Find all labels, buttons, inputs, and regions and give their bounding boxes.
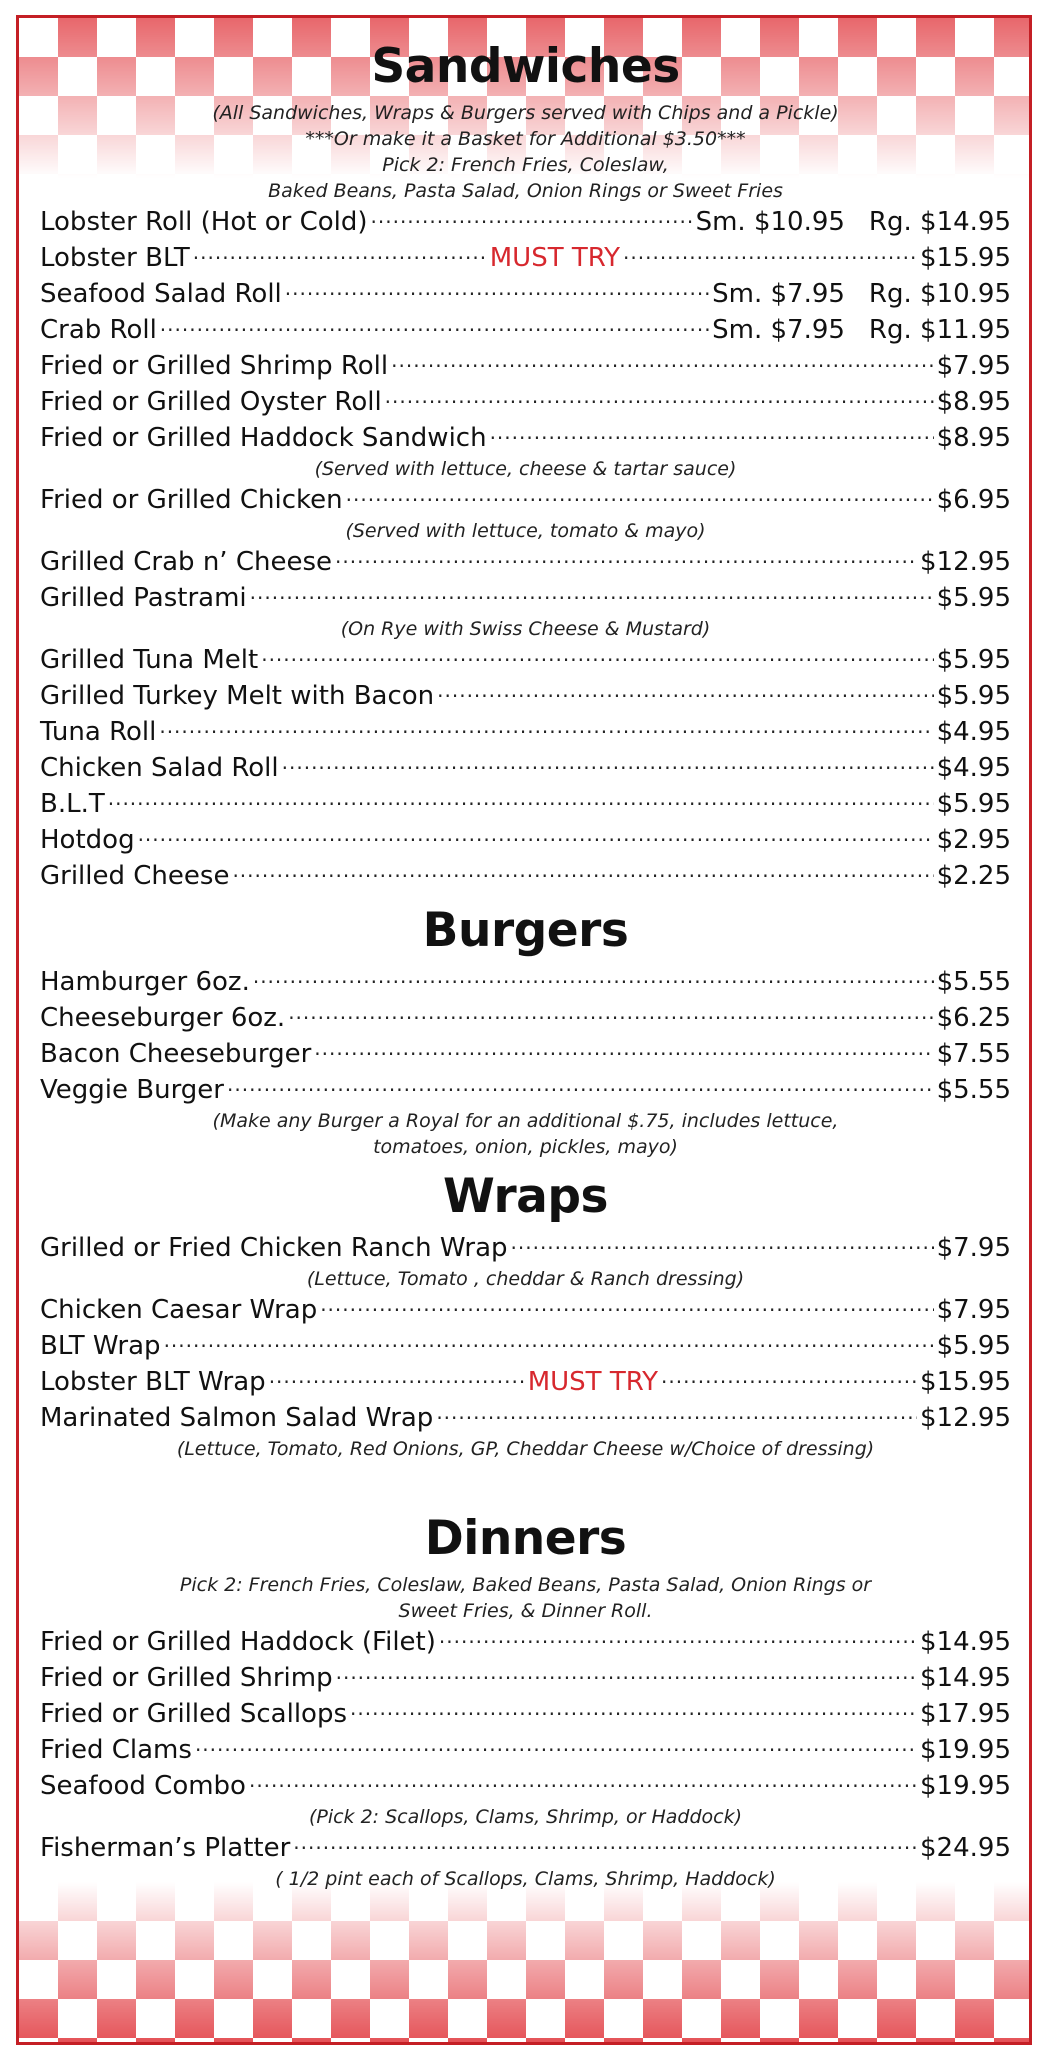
item-name: Fried or Grilled Scallops xyxy=(40,1699,348,1729)
item-name: BLT Wrap xyxy=(40,1331,161,1361)
section-title-dinners: Dinners xyxy=(424,1511,627,1566)
section-title-sandwiches: Sandwiches xyxy=(371,39,680,94)
item-note: (Pick 2: Scallops, Clams, Shrimp, or Haddock) xyxy=(308,1806,743,1828)
item-name: Grilled Turkey Melt with Bacon xyxy=(40,681,435,711)
menu-item xyxy=(40,964,1011,1000)
menu-item xyxy=(40,750,1011,786)
item-name: Lobster Roll (Hot or Cold) xyxy=(40,207,368,237)
item-price: $5.95 xyxy=(936,645,1011,675)
dot-leader xyxy=(232,858,933,884)
item-price: Rg. $10.95 xyxy=(868,279,1011,309)
menu-item xyxy=(40,240,1011,276)
item-price: $15.95 xyxy=(920,243,1011,273)
dot-leader xyxy=(490,420,934,446)
menu-item xyxy=(40,1660,1011,1696)
must-try-label: MUST TRY xyxy=(527,1367,658,1397)
item-price: $7.95 xyxy=(936,351,1011,381)
item-name: Grilled Cheese xyxy=(40,861,230,891)
menu-item xyxy=(40,544,1011,580)
item-small-price: Sm. $10.95 xyxy=(695,207,845,237)
item-note: (Served with lettuce, tomato & mayo) xyxy=(345,520,706,542)
menu-item xyxy=(40,204,1011,240)
item-price: $5.95 xyxy=(936,583,1011,613)
item-name: Lobster BLT xyxy=(40,243,190,273)
section-note: ***Or make it a Basket for Additional $3.50*** xyxy=(305,128,746,150)
item-name: Grilled Crab n’ Cheese xyxy=(40,547,332,577)
menu-item xyxy=(40,1732,1011,1768)
dot-leader xyxy=(623,240,917,266)
menu-page xyxy=(16,15,1032,2045)
item-name: Grilled or Fried Chicken Ranch Wrap xyxy=(40,1233,508,1263)
dot-leader xyxy=(159,714,933,740)
dot-leader xyxy=(314,1036,933,1062)
section-title-wraps: Wraps xyxy=(442,1169,609,1224)
dot-leader xyxy=(350,1696,917,1722)
item-name: Grilled Pastrami xyxy=(40,583,247,613)
dot-leader xyxy=(371,204,693,230)
section-title-burgers: Burgers xyxy=(422,903,629,958)
item-note: (Lettuce, Tomato, Red Onions, GP, Cheddar Cheese w/Choice of dressing) xyxy=(176,1438,875,1460)
item-name: Tuna Roll xyxy=(40,717,157,747)
section-note: (All Sandwiches, Wraps & Burgers served with Chips and a Pickle) xyxy=(212,102,839,124)
item-price: $5.55 xyxy=(936,967,1011,997)
dot-leader xyxy=(437,678,933,704)
item-name: Bacon Cheeseburger xyxy=(40,1039,312,1069)
menu-item xyxy=(40,1830,1011,1866)
section-note: Pick 2: French Fries, Coleslaw, xyxy=(382,154,669,176)
section-note: Pick 2: French Fries, Coleslaw, Baked Beans, Pasta Salad, Onion Rings or xyxy=(179,1574,872,1596)
item-price: $7.95 xyxy=(936,1233,1011,1263)
menu-item xyxy=(40,1328,1011,1364)
menu-item xyxy=(40,1230,1011,1266)
dot-leader xyxy=(288,1000,933,1026)
dot-leader xyxy=(661,1364,917,1390)
menu-item xyxy=(40,1364,1011,1400)
menu-item xyxy=(40,1292,1011,1328)
dot-leader xyxy=(195,1732,917,1758)
menu-item xyxy=(40,384,1011,420)
item-name: Veggie Burger xyxy=(40,1075,224,1105)
item-name: Grilled Tuna Melt xyxy=(40,645,259,675)
item-name: Fried or Grilled Haddock (Filet) xyxy=(40,1627,436,1657)
item-price: $5.55 xyxy=(936,1075,1011,1105)
dot-leader xyxy=(269,1364,525,1390)
item-name: B.L.T xyxy=(40,789,105,819)
dot-leader xyxy=(282,750,934,776)
item-price: $4.95 xyxy=(936,717,1011,747)
menu-item xyxy=(40,1400,1011,1436)
item-price: $19.95 xyxy=(920,1735,1011,1765)
menu-item xyxy=(40,822,1011,858)
item-name: Fried or Grilled Haddock Sandwich xyxy=(40,423,487,453)
item-name: Crab Roll xyxy=(40,315,157,345)
item-price: $2.25 xyxy=(936,861,1011,891)
item-name: Fisherman’s Platter xyxy=(40,1833,291,1863)
dot-leader xyxy=(138,822,934,848)
menu-content xyxy=(40,34,1011,1892)
menu-item xyxy=(40,482,1011,518)
dot-leader xyxy=(391,348,933,374)
item-price: $15.95 xyxy=(920,1367,1012,1397)
item-price: $5.95 xyxy=(936,681,1011,711)
item-note: ( 1/2 pint each of Scallops, Clams, Shrimp, Haddock) xyxy=(275,1868,776,1890)
item-note: (On Rye with Swiss Cheese & Mustard) xyxy=(340,618,711,640)
dot-leader xyxy=(108,786,934,812)
menu-item xyxy=(40,1696,1011,1732)
item-name: Seafood Combo xyxy=(40,1771,246,1801)
item-name: Hamburger 6oz. xyxy=(40,967,250,997)
item-price: $17.95 xyxy=(920,1699,1011,1729)
item-name: Hotdog xyxy=(40,825,135,855)
item-price: $5.95 xyxy=(936,789,1011,819)
section-note: tomatoes, onion, pickles, mayo) xyxy=(373,1136,678,1158)
item-name: Cheeseburger 6oz. xyxy=(40,1003,286,1033)
dot-leader xyxy=(335,544,917,570)
item-name: Fried Clams xyxy=(40,1735,192,1765)
item-price: $6.95 xyxy=(936,485,1011,515)
item-name: Chicken Salad Roll xyxy=(40,753,279,783)
item-price: Rg. $11.95 xyxy=(868,315,1011,345)
dot-leader xyxy=(385,384,934,410)
item-note: (Served with lettuce, cheese & tartar sauce) xyxy=(314,458,737,480)
section-note: (Make any Burger a Royal for an additional $.75, includes lettuce, xyxy=(212,1110,839,1132)
menu-item xyxy=(40,678,1011,714)
menu-item xyxy=(40,312,1011,348)
item-name: Fried or Grilled Chicken xyxy=(40,485,343,515)
item-small-price: Sm. $7.95 xyxy=(712,315,845,345)
dot-leader xyxy=(160,312,709,338)
item-name: Chicken Caesar Wrap xyxy=(40,1295,318,1325)
menu-item xyxy=(40,420,1011,456)
item-name: Fried or Grilled Oyster Roll xyxy=(40,387,382,417)
item-name: Lobster BLT Wrap xyxy=(40,1367,266,1397)
dot-leader xyxy=(336,1660,917,1686)
dot-leader xyxy=(227,1072,934,1098)
section-note: Baked Beans, Pasta Salad, Onion Rings or Sweet Fries xyxy=(268,180,783,202)
dot-leader xyxy=(320,1292,933,1318)
item-name: Seafood Salad Roll xyxy=(40,279,282,309)
item-price: $19.95 xyxy=(920,1771,1011,1801)
dot-leader xyxy=(249,1768,917,1794)
checkered-footer-pattern xyxy=(19,1882,1029,2042)
menu-item xyxy=(40,1768,1011,1804)
dot-leader xyxy=(164,1328,934,1354)
item-price: $8.95 xyxy=(936,387,1011,417)
item-price: $7.95 xyxy=(936,1295,1011,1325)
item-price: $5.95 xyxy=(936,1331,1011,1361)
menu-item xyxy=(40,642,1011,678)
dot-leader xyxy=(253,964,934,990)
section-note: Sweet Fries, & Dinner Roll. xyxy=(398,1600,653,1622)
dot-leader xyxy=(285,276,709,302)
dot-leader xyxy=(261,642,933,668)
menu-item xyxy=(40,348,1011,384)
item-price: $14.95 xyxy=(920,1663,1011,1693)
menu-item xyxy=(40,858,1011,894)
must-try-label: MUST TRY xyxy=(489,243,621,273)
menu-item xyxy=(40,786,1011,822)
item-price: $14.95 xyxy=(920,1627,1011,1657)
item-name: Marinated Salmon Salad Wrap xyxy=(40,1403,434,1433)
item-small-price: Sm. $7.95 xyxy=(712,279,845,309)
item-price: $24.95 xyxy=(920,1833,1011,1863)
item-price: $8.95 xyxy=(936,423,1011,453)
menu-item xyxy=(40,1624,1011,1660)
dot-leader xyxy=(250,580,934,606)
item-price: $2.95 xyxy=(936,825,1011,855)
menu-item xyxy=(40,276,1011,312)
item-price: $6.25 xyxy=(936,1003,1011,1033)
menu-item xyxy=(40,1000,1011,1036)
item-price: $4.95 xyxy=(936,753,1011,783)
menu-item xyxy=(40,1072,1011,1108)
menu-item xyxy=(40,714,1011,750)
dot-leader xyxy=(436,1400,917,1426)
item-name: Fried or Grilled Shrimp Roll xyxy=(40,351,389,381)
item-price: $12.95 xyxy=(920,1403,1011,1433)
item-note: (Lettuce, Tomato , cheddar & Ranch dressing) xyxy=(306,1268,745,1290)
item-name: Fried or Grilled Shrimp xyxy=(40,1663,333,1693)
menu-item xyxy=(40,1036,1011,1072)
dot-leader xyxy=(511,1230,934,1256)
menu-item xyxy=(40,580,1011,616)
dot-leader xyxy=(439,1624,917,1650)
item-price: Rg. $14.95 xyxy=(868,207,1011,237)
item-price: $12.95 xyxy=(920,547,1011,577)
dot-leader xyxy=(293,1830,917,1856)
dot-leader xyxy=(346,482,934,508)
item-price: $7.55 xyxy=(936,1039,1011,1069)
dot-leader xyxy=(193,240,487,266)
